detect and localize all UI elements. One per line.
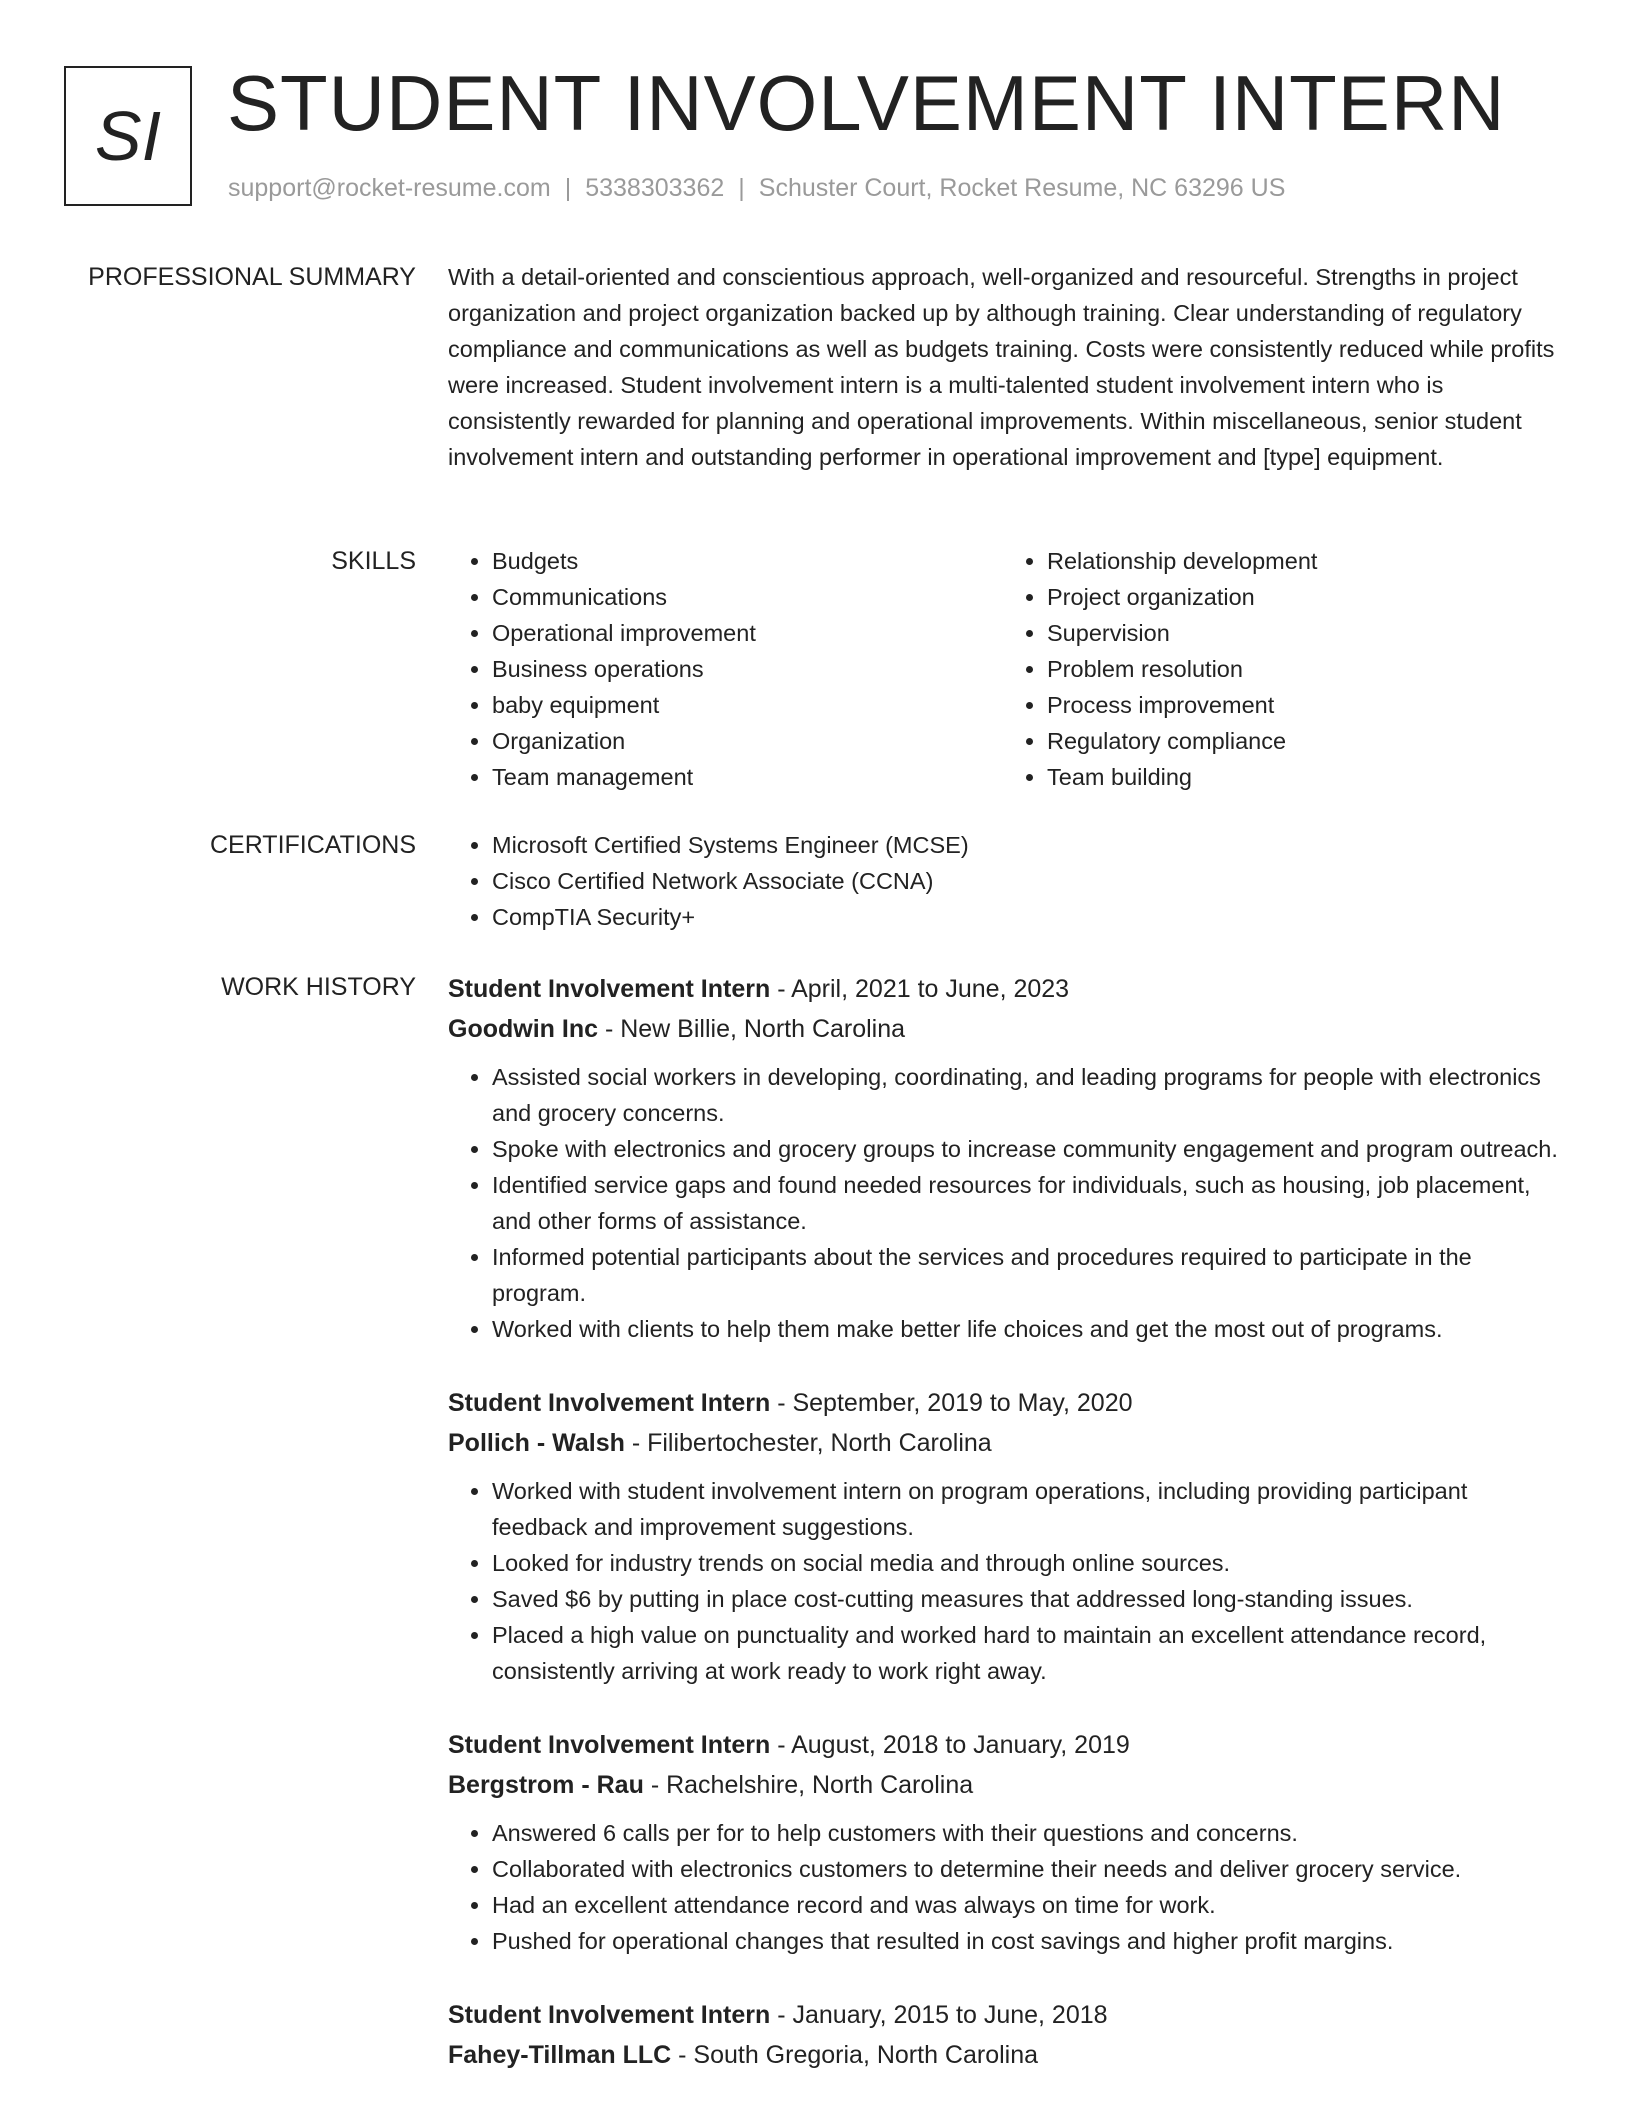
job-dates: - January, 2015 to June, 2018 [770,2001,1108,2029]
job-bullets [448,1059,1558,1347]
skill-item: • Team management [492,759,1003,795]
skill-item: • Relationship development [1047,543,1558,579]
skill-item: • Project organization [1047,579,1558,615]
skills-column-right [1003,543,1558,795]
resume-title: STUDENT INVOLVEMENT INTERN [227,59,1506,147]
job-bullet: • Saved $6 by putting in place cost-cutting measures that addressed long-standing issues. [492,1581,1558,1617]
job-employer: Bergstrom - Rau [448,1771,644,1799]
work-history-list [448,969,1558,2111]
job-bullet: • Identified service gaps and found needed resources for individuals, such as housing, job placement, and other forms of assistance. [492,1167,1558,1239]
job-title-line [448,1383,1558,1423]
job-employer-line [448,1423,1558,1463]
skills-list [448,543,1558,795]
skill-item: • Operational improvement [492,615,1003,651]
job-entry [448,1383,1558,1689]
skill-item: • Communications [492,579,1003,615]
job-bullets [448,1473,1558,1689]
job-bullet: • Placed a high value on punctuality and worked hard to maintain an excellent attendance record, consistently arriving at work ready to work right away. [492,1617,1558,1689]
skill-item: • Problem resolution [1047,651,1558,687]
skill-item: • Supervision [1047,615,1558,651]
job-location: - Rachelshire, North Carolina [643,1771,974,1799]
job-bullet: • Answered 6 calls per for to help customers with their questions and concerns. [492,1815,1558,1851]
job-title: Student Involvement Intern [448,1731,771,1759]
job-employer: Fahey-Tillman LLC [448,2041,672,2069]
skills-heading: SKILLS [331,547,416,575]
job-title-line [448,1725,1558,1765]
monogram-logo: SI [64,66,192,206]
work-history-heading: WORK HISTORY [221,973,416,1001]
job-location: - Filibertochester, North Carolina [624,1429,992,1457]
contact-separator: | [564,174,572,202]
skill-item: • baby equipment [492,687,1003,723]
contact-phone: 5338303362 [585,174,725,202]
certification-item: • Microsoft Certified Systems Engineer (MCSE) [492,827,1558,863]
skill-item: • Team building [1047,759,1558,795]
job-employer: Goodwin Inc [448,1015,598,1043]
job-title: Student Involvement Intern [448,975,771,1003]
job-employer-line [448,2035,1558,2075]
job-employer-line [448,1765,1558,1805]
certification-item: • Cisco Certified Network Associate (CCNA) [492,863,1558,899]
skill-item: • Regulatory compliance [1047,723,1558,759]
job-dates: - April, 2021 to June, 2023 [770,975,1070,1003]
job-entry [448,969,1558,1347]
job-bullet: • Assisted social workers in developing, coordinating, and leading programs for people with electronics and grocery concerns. [492,1059,1558,1131]
certifications-list [448,827,1558,935]
job-bullets [448,1815,1558,1959]
job-entry [448,1995,1558,2075]
job-dates: - September, 2019 to May, 2020 [770,1389,1133,1417]
certification-item: • CompTIA Security+ [492,899,1558,935]
job-bullet: • Informed potential participants about the services and procedures required to participate in the program. [492,1239,1558,1311]
skill-item: • Process improvement [1047,687,1558,723]
contact-separator: | [738,174,745,202]
contact-email: support@rocket-resume.com [228,174,551,202]
skill-item: • Organization [492,723,1003,759]
skill-item: • Business operations [492,651,1003,687]
job-bullet: • Pushed for operational changes that resulted in cost savings and higher profit margins. [492,1923,1558,1959]
job-entry [448,1725,1558,1959]
job-employer-line [448,1009,1558,1049]
certifications-heading: CERTIFICATIONS [209,831,416,859]
job-title-line [448,969,1558,1009]
job-bullet: • Had an excellent attendance record and was always on time for work. [492,1887,1558,1923]
job-employer: Pollich - Walsh [448,1429,625,1457]
job-bullet: • Looked for industry trends on social media and through online sources. [492,1545,1558,1581]
job-location: - New Billie, North Carolina [598,1015,906,1043]
job-bullet: • Worked with clients to help them make better life choices and get the most out of programs. [492,1311,1558,1347]
summary-heading: PROFESSIONAL SUMMARY [88,263,416,291]
job-title-line [448,1995,1558,2035]
job-title: Student Involvement Intern [448,1389,771,1417]
contact-line [228,174,1285,203]
job-location: - South Gregoria, North Carolina [671,2041,1039,2069]
skills-column-left [448,543,1003,795]
skill-item: • Budgets [492,543,1003,579]
contact-address: Schuster Court, Rocket Resume, NC 63296 US [758,174,1286,202]
job-bullet: • Spoke with electronics and grocery groups to increase community engagement and program outreach. [492,1131,1558,1167]
summary-text: With a detail-oriented and conscientious approach, well-organized and resourceful. Strengths in project organization and project organization backed up by although training. Clear understanding of regulatory compliance and communications as well as budgets training. Costs were consistently reduced while profits were increased. Student involvement intern is a multi-talented student involvement intern who is consistently rewarded for planning and operational improvements. Within miscellaneous, senior student involvement intern and outstanding performer in operational improvement and [type] equipment. [448,264,1555,470]
job-bullet: • Collaborated with electronics customers to determine their needs and deliver grocery service. [492,1851,1558,1887]
job-dates: - August, 2018 to January, 2019 [770,1731,1130,1759]
job-title: Student Involvement Intern [448,2001,771,2029]
job-bullet: • Worked with student involvement intern on program operations, including providing participant feedback and improvement suggestions. [492,1473,1558,1545]
